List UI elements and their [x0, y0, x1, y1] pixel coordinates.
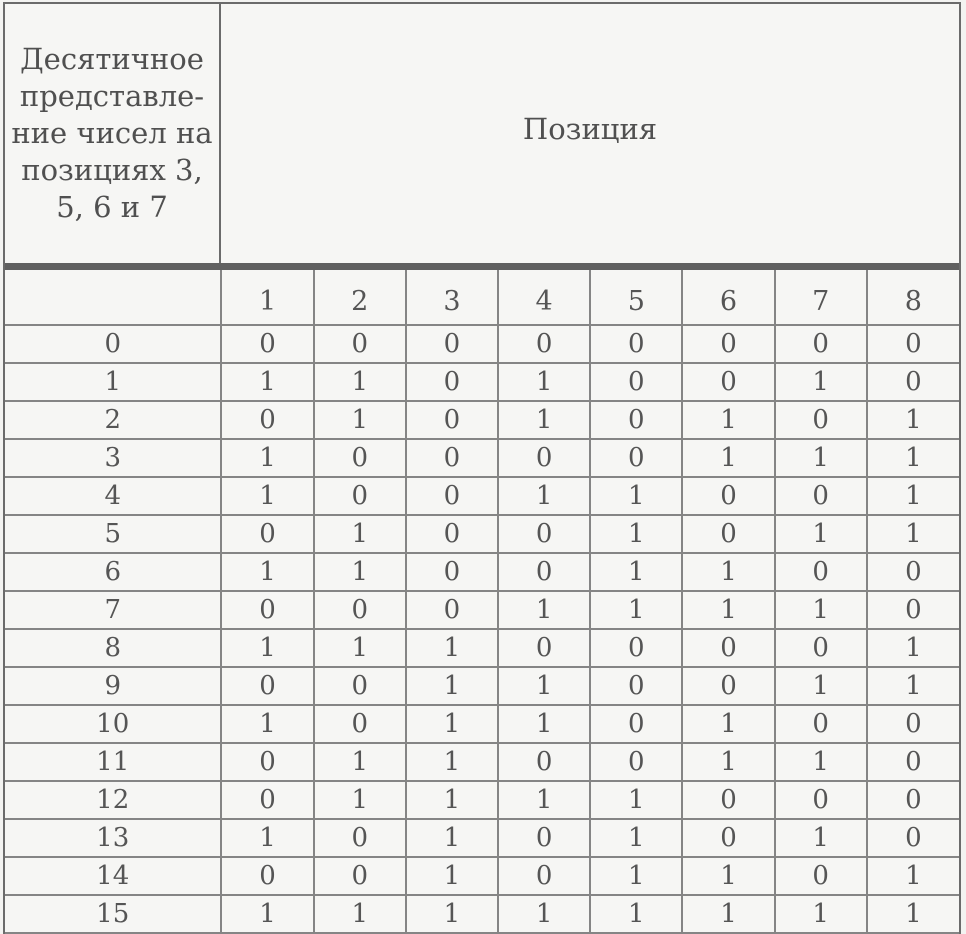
- bit-cell: 1: [406, 857, 498, 895]
- bit-cell: 1: [775, 743, 867, 781]
- code-table-sheet: [3, 2, 961, 934]
- decimal-value-cell: 6: [5, 553, 221, 591]
- table-row: [5, 591, 959, 629]
- bit-cell: 0: [314, 819, 406, 857]
- bit-cell: 0: [867, 591, 959, 629]
- decimal-column-title: Десятичное представле- ние чисел на позициях 3, 5, 6 и 7: [11, 42, 213, 224]
- column-number: 2: [314, 270, 406, 325]
- bit-cell: 1: [221, 705, 313, 743]
- bit-cell: 1: [406, 667, 498, 705]
- bit-cell: 0: [498, 439, 590, 477]
- bit-cell: 0: [498, 819, 590, 857]
- bit-cell: 1: [590, 553, 682, 591]
- bit-cell: 0: [682, 515, 774, 553]
- bit-cell: 1: [775, 515, 867, 553]
- bit-cell: 1: [682, 895, 774, 933]
- bit-cell: 1: [775, 439, 867, 477]
- bit-cell: 0: [221, 857, 313, 895]
- bit-cell: 0: [406, 439, 498, 477]
- bit-cell: 0: [682, 819, 774, 857]
- bit-cell: 1: [221, 629, 313, 667]
- table-row: [5, 439, 959, 477]
- table-row: [5, 325, 959, 363]
- bit-cell: 1: [314, 515, 406, 553]
- bit-cell: 0: [498, 325, 590, 363]
- bit-cell: 0: [221, 743, 313, 781]
- bit-cell: 0: [590, 667, 682, 705]
- column-number: 8: [867, 270, 959, 325]
- bit-cell: 0: [775, 629, 867, 667]
- bit-cell: 0: [498, 629, 590, 667]
- column-number-blank: [5, 270, 221, 325]
- bit-cell: 1: [867, 667, 959, 705]
- bit-cell: 1: [867, 629, 959, 667]
- bit-cell: 0: [221, 781, 313, 819]
- bit-cell: 0: [314, 325, 406, 363]
- bit-cell: 1: [221, 553, 313, 591]
- bit-cell: 1: [314, 401, 406, 439]
- bit-cell: 0: [221, 515, 313, 553]
- decimal-value-cell: 11: [5, 743, 221, 781]
- decimal-value-cell: 1: [5, 363, 221, 401]
- bit-cell: 1: [682, 857, 774, 895]
- bit-cell: 0: [314, 439, 406, 477]
- table-row: [5, 401, 959, 439]
- bit-cell: 0: [314, 705, 406, 743]
- table-row: [5, 743, 959, 781]
- bit-cell: 0: [314, 591, 406, 629]
- bit-cell: 0: [590, 705, 682, 743]
- table-row: [5, 667, 959, 705]
- table-row: [5, 363, 959, 401]
- bit-cell: 0: [682, 781, 774, 819]
- bit-cell: 1: [498, 705, 590, 743]
- bit-cell: 1: [867, 401, 959, 439]
- column-number-row: [5, 270, 959, 325]
- bit-cell: 1: [498, 401, 590, 439]
- bit-cell: 1: [682, 401, 774, 439]
- decimal-value-cell: 12: [5, 781, 221, 819]
- bit-cell: 0: [867, 325, 959, 363]
- bit-cell: 0: [406, 363, 498, 401]
- bit-cell: 0: [406, 477, 498, 515]
- bit-cell: 1: [498, 477, 590, 515]
- decimal-value-cell: 7: [5, 591, 221, 629]
- column-number: 5: [590, 270, 682, 325]
- bit-cell: 1: [498, 667, 590, 705]
- bit-cell: 0: [406, 325, 498, 363]
- header-divider: [5, 263, 959, 270]
- bit-cell: 1: [867, 477, 959, 515]
- bit-cell: 1: [221, 895, 313, 933]
- bit-cell: 1: [314, 781, 406, 819]
- bit-cell: 1: [314, 363, 406, 401]
- bit-cell: 0: [314, 477, 406, 515]
- bit-cell: 1: [682, 705, 774, 743]
- bit-cell: 1: [775, 895, 867, 933]
- table-row: [5, 705, 959, 743]
- bit-cell: 1: [682, 439, 774, 477]
- table-row: [5, 819, 959, 857]
- bit-cell: 1: [590, 477, 682, 515]
- bit-cell: 0: [682, 325, 774, 363]
- bit-cell: 1: [406, 705, 498, 743]
- bit-cell: 1: [590, 895, 682, 933]
- table-row: [5, 477, 959, 515]
- bit-cell: 1: [867, 895, 959, 933]
- bit-cell: 0: [406, 591, 498, 629]
- position-title: Позиция: [522, 111, 658, 146]
- column-number: 1: [221, 270, 313, 325]
- decimal-column-header: [5, 4, 221, 263]
- bit-cell: 0: [775, 857, 867, 895]
- column-number: 4: [498, 270, 590, 325]
- bit-cell: 1: [867, 515, 959, 553]
- bit-cell: 0: [221, 401, 313, 439]
- bit-cell: 1: [314, 553, 406, 591]
- bit-cell: 0: [867, 705, 959, 743]
- bit-cell: 1: [867, 857, 959, 895]
- bit-cell: 0: [498, 743, 590, 781]
- decimal-value-cell: 14: [5, 857, 221, 895]
- bit-cell: 0: [590, 325, 682, 363]
- bit-cell: 0: [590, 743, 682, 781]
- bit-cell: 1: [406, 629, 498, 667]
- bit-cell: 1: [406, 781, 498, 819]
- decimal-value-cell: 13: [5, 819, 221, 857]
- bit-cell: 0: [590, 401, 682, 439]
- bit-cell: 0: [498, 515, 590, 553]
- bit-cell: 0: [775, 477, 867, 515]
- table-row: [5, 781, 959, 819]
- bit-cell: 0: [590, 629, 682, 667]
- bit-cell: 0: [867, 553, 959, 591]
- bit-cell: 1: [775, 363, 867, 401]
- bit-cell: 1: [406, 895, 498, 933]
- code-table: [5, 270, 959, 934]
- bit-cell: 0: [867, 781, 959, 819]
- bit-cell: 0: [682, 667, 774, 705]
- bit-cell: 0: [498, 857, 590, 895]
- bit-cell: 1: [590, 515, 682, 553]
- bit-cell: 1: [314, 743, 406, 781]
- bit-cell: 1: [221, 363, 313, 401]
- decimal-value-cell: 3: [5, 439, 221, 477]
- bit-cell: 1: [775, 819, 867, 857]
- column-number: 6: [682, 270, 774, 325]
- table-row: [5, 895, 959, 933]
- table-row: [5, 629, 959, 667]
- bit-cell: 0: [406, 515, 498, 553]
- bit-cell: 0: [775, 325, 867, 363]
- bit-cell: 0: [775, 705, 867, 743]
- code-table-body: [5, 270, 959, 933]
- bit-cell: 0: [867, 819, 959, 857]
- bit-cell: 1: [498, 895, 590, 933]
- decimal-value-cell: 15: [5, 895, 221, 933]
- bit-cell: 0: [590, 363, 682, 401]
- bit-cell: 1: [590, 819, 682, 857]
- bit-cell: 1: [775, 591, 867, 629]
- bit-cell: 0: [406, 401, 498, 439]
- bit-cell: 1: [590, 857, 682, 895]
- bit-cell: 0: [867, 743, 959, 781]
- bit-cell: 0: [221, 325, 313, 363]
- table-row: [5, 553, 959, 591]
- bit-cell: 1: [867, 439, 959, 477]
- bit-cell: 0: [775, 781, 867, 819]
- decimal-value-cell: 5: [5, 515, 221, 553]
- bit-cell: 0: [221, 667, 313, 705]
- bit-cell: 0: [498, 553, 590, 591]
- bit-cell: 1: [314, 895, 406, 933]
- column-number: 7: [775, 270, 867, 325]
- bit-cell: 0: [775, 401, 867, 439]
- bit-cell: 0: [682, 477, 774, 515]
- decimal-value-cell: 8: [5, 629, 221, 667]
- column-number: 3: [406, 270, 498, 325]
- decimal-value-cell: 2: [5, 401, 221, 439]
- bit-cell: 1: [406, 819, 498, 857]
- bit-cell: 0: [867, 363, 959, 401]
- bit-cell: 0: [682, 363, 774, 401]
- bit-cell: 0: [314, 667, 406, 705]
- bit-cell: 0: [775, 553, 867, 591]
- table-header: [5, 4, 959, 263]
- bit-cell: 0: [221, 591, 313, 629]
- decimal-value-cell: 9: [5, 667, 221, 705]
- decimal-value-cell: 10: [5, 705, 221, 743]
- bit-cell: 1: [221, 819, 313, 857]
- bit-cell: 0: [406, 553, 498, 591]
- position-header: [221, 4, 959, 263]
- bit-cell: 1: [221, 477, 313, 515]
- bit-cell: 1: [498, 363, 590, 401]
- bit-cell: 1: [498, 591, 590, 629]
- bit-cell: 1: [314, 629, 406, 667]
- table-row: [5, 515, 959, 553]
- bit-cell: 1: [590, 781, 682, 819]
- bit-cell: 1: [221, 439, 313, 477]
- bit-cell: 0: [682, 629, 774, 667]
- bit-cell: 1: [682, 591, 774, 629]
- bit-cell: 0: [314, 857, 406, 895]
- bit-cell: 1: [406, 743, 498, 781]
- table-row: [5, 857, 959, 895]
- bit-cell: 0: [590, 439, 682, 477]
- decimal-value-cell: 0: [5, 325, 221, 363]
- bit-cell: 1: [498, 781, 590, 819]
- bit-cell: 1: [682, 743, 774, 781]
- bit-cell: 1: [682, 553, 774, 591]
- bit-cell: 1: [775, 667, 867, 705]
- decimal-value-cell: 4: [5, 477, 221, 515]
- bit-cell: 1: [590, 591, 682, 629]
